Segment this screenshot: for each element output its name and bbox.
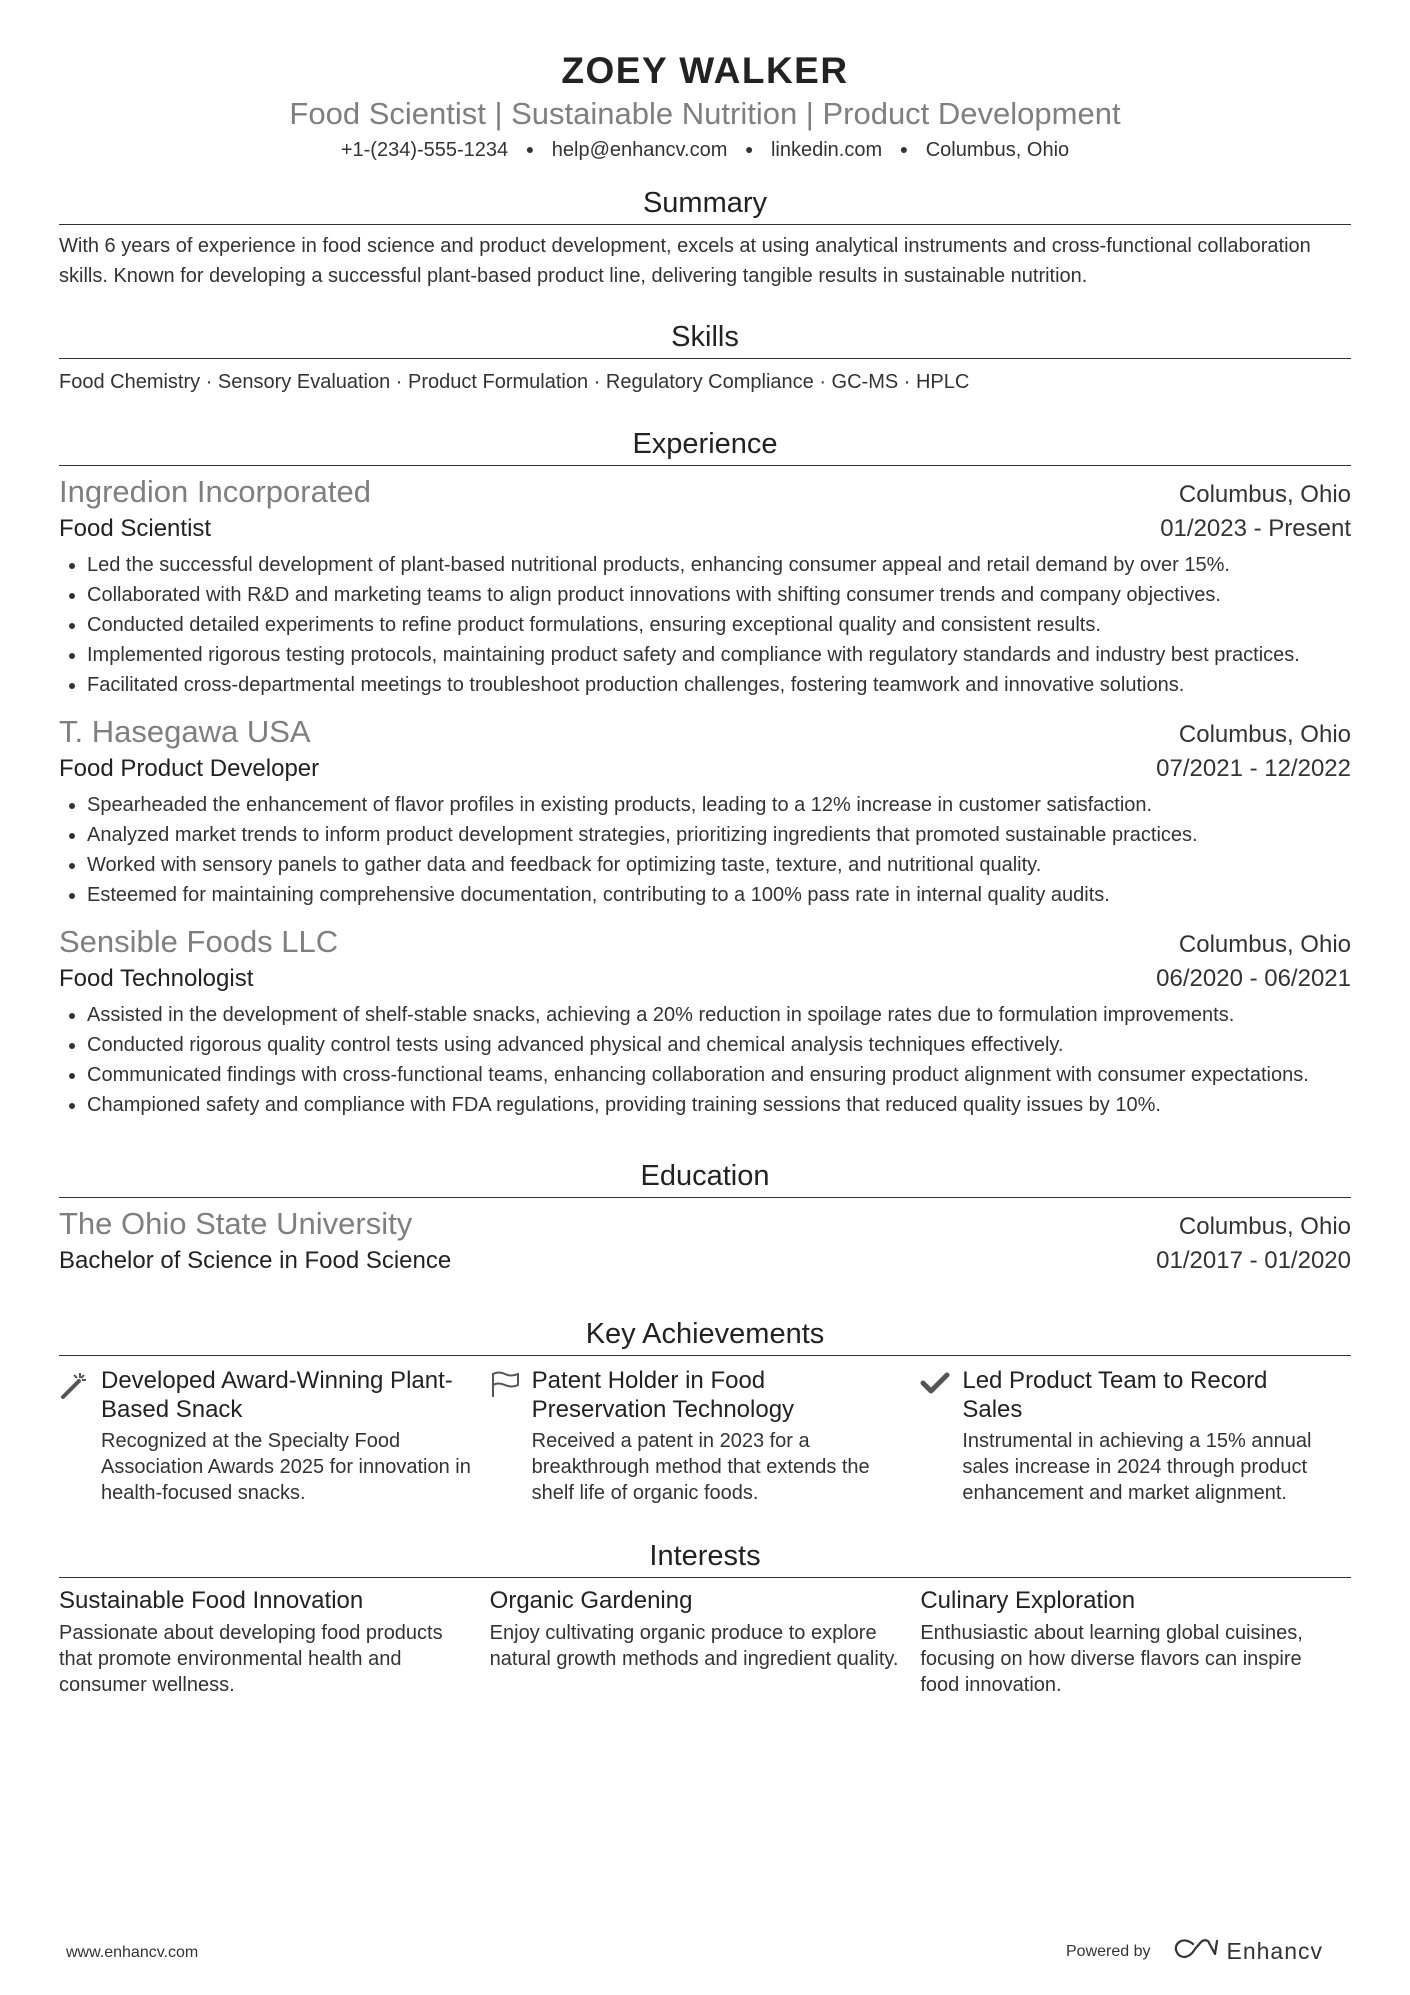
skills-list: Food Chemistry · Sensory Evaluation · Product Formulation · Regulatory Compliance · GC-MS · HPLC xyxy=(59,371,970,393)
achievement-item xyxy=(490,1366,921,1506)
achievements-row xyxy=(59,1366,1351,1506)
achievement-item xyxy=(59,1366,490,1506)
job-bullet: • Conducted detailed experiments to refine product formulations, ensuring exceptional quality and consistent results. xyxy=(87,610,1351,640)
interest-description: Passionate about developing food products that promote environmental health and consumer wellness. xyxy=(59,1622,443,1696)
interests-section xyxy=(59,1536,1351,1698)
footer-branding xyxy=(1066,1937,1323,1966)
entry-header xyxy=(59,473,1351,512)
achievements-section xyxy=(59,1314,1351,1506)
interest-item xyxy=(59,1584,490,1698)
school-name: The Ohio State University xyxy=(59,1206,413,1241)
job-bullet: • Led the successful development of plant-based nutritional products, enhancing consumer appeal and retail demand by over 15%. xyxy=(87,550,1351,580)
job-bullets xyxy=(59,790,1351,910)
interest-description: Enthusiastic about learning global cuisines, focusing on how diverse flavors can inspire food innovation. xyxy=(920,1622,1303,1696)
achievement-title: Led Product Team to Record Sales xyxy=(962,1367,1268,1423)
section-title-skills: Skills xyxy=(59,317,1351,359)
resume-header xyxy=(59,46,1351,165)
summary-section xyxy=(59,183,1351,291)
job-bullet: • Esteemed for maintaining comprehensive documentation, contributing to a 100% pass rate in internal quality audits. xyxy=(87,880,1351,910)
degree: Bachelor of Science in Food Science xyxy=(59,1247,452,1274)
interest-item xyxy=(920,1584,1351,1698)
job-bullets xyxy=(59,550,1351,700)
interests-row xyxy=(59,1584,1351,1698)
job-bullets xyxy=(59,1000,1351,1120)
achievement-description: Instrumental in achieving a 15% annual sales increase in 2024 through product enhancement and market alignment. xyxy=(962,1430,1312,1504)
achievement-body xyxy=(962,1366,1351,1506)
job-dates: 06/2020 - 06/2021 xyxy=(1156,965,1351,992)
entry-subheader xyxy=(59,962,1351,996)
achievement-title: Developed Award-Winning Plant-Based Snack xyxy=(101,1367,453,1423)
education-entry xyxy=(59,1205,1351,1278)
skills-section xyxy=(59,317,1351,397)
section-title-interests: Interests xyxy=(59,1536,1351,1578)
interest-title: Culinary Exploration xyxy=(920,1587,1136,1614)
experience-entry xyxy=(59,713,1351,910)
company-name: T. Hasegawa USA xyxy=(59,714,311,749)
summary-text: With 6 years of experience in food science and product development, excels at using analytical instruments and cross-functional collaboration skills. Known for developing a successful plant-based product line, delivering tangible results in sustainable nutrition. xyxy=(59,235,1311,287)
achievement-title: Patent Holder in Food Preservation Technology xyxy=(531,1367,795,1423)
enhancv-logo-icon xyxy=(1173,1937,1219,1966)
achievement-body xyxy=(532,1366,921,1506)
contact-linkedin[interactable]: linkedin.com xyxy=(770,139,883,161)
job-location: Columbus, Ohio xyxy=(1178,481,1351,508)
experience-entry xyxy=(59,473,1351,700)
footer-website[interactable]: www.enhancv.com xyxy=(66,1944,199,1961)
powered-by-label: Powered by xyxy=(1066,1942,1151,1960)
separator-dot: ● xyxy=(525,141,535,157)
job-dates: 01/2023 - Present xyxy=(1160,515,1351,542)
achievement-item xyxy=(920,1366,1351,1506)
section-title-experience: Experience xyxy=(59,424,1351,466)
candidate-name: ZOEY WALKER xyxy=(561,50,849,91)
job-bullet: • Championed safety and compliance with FDA regulations, providing training sessions that reduced quality issues by 10%. xyxy=(87,1090,1351,1120)
education-dates: 01/2017 - 01/2020 xyxy=(1156,1247,1351,1274)
contact-email[interactable]: help@enhancv.com xyxy=(551,139,728,161)
candidate-headline: Food Scientist | Sustainable Nutrition | Product Development xyxy=(289,96,1121,131)
job-bullet: • Assisted in the development of shelf-stable snacks, achieving a 20% reduction in spoilage rates due to formulation improvements. xyxy=(87,1000,1351,1030)
checkmark-icon xyxy=(920,1366,962,1506)
contact-phone: +1-(234)-555-1234 xyxy=(340,139,509,161)
magic-wand-icon xyxy=(59,1366,101,1506)
achievement-body xyxy=(101,1366,490,1506)
job-bullet: • Facilitated cross-departmental meetings to troubleshoot production challenges, fostering teamwork and innovative solutions. xyxy=(87,670,1351,700)
job-dates: 07/2021 - 12/2022 xyxy=(1156,755,1351,782)
job-bullet: • Communicated findings with cross-functional teams, enhancing collaboration and ensuring product alignment with consumer expectations. xyxy=(87,1060,1351,1090)
job-location: Columbus, Ohio xyxy=(1178,931,1351,958)
section-title-education: Education xyxy=(59,1156,1351,1198)
separator-dot: ● xyxy=(744,141,754,157)
job-bullet: • Analyzed market trends to inform product development strategies, prioritizing ingredients that promoted sustainable practices. xyxy=(87,820,1351,850)
achievement-description: Received a patent in 2023 for a breakthrough method that extends the shelf life of organic foods. xyxy=(531,1430,870,1504)
experience-section xyxy=(59,424,1351,1120)
resume-content xyxy=(59,46,1351,1698)
separator-dot: ● xyxy=(899,141,909,157)
job-bullet: • Spearheaded the enhancement of flavor profiles in existing products, leading to a 12% increase in customer satisfaction. xyxy=(87,790,1351,820)
entry-subheader xyxy=(59,1244,1351,1278)
experience-entry xyxy=(59,923,1351,1120)
interest-item xyxy=(490,1584,921,1698)
company-name: Sensible Foods LLC xyxy=(59,924,339,959)
job-location: Columbus, Ohio xyxy=(1178,721,1351,748)
section-title-achievements: Key Achievements xyxy=(59,1314,1351,1356)
company-name: Ingredion Incorporated xyxy=(59,474,371,509)
enhancv-brand[interactable]: Enhancv xyxy=(1226,1938,1324,1964)
section-title-summary: Summary xyxy=(59,183,1351,225)
entry-subheader xyxy=(59,752,1351,786)
job-bullet: • Collaborated with R&D and marketing teams to align product innovations with shifting consumer trends and company objectives. xyxy=(87,580,1351,610)
job-title: Food Product Developer xyxy=(59,755,320,782)
job-title: Food Scientist xyxy=(59,515,212,542)
entry-header xyxy=(59,1205,1351,1244)
achievement-description: Recognized at the Specialty Food Association Awards 2025 for innovation in health-focused snacks. xyxy=(101,1430,471,1504)
entry-header xyxy=(59,923,1351,962)
interest-description: Enjoy cultivating organic produce to explore natural growth methods and ingredient quality. xyxy=(489,1622,899,1670)
entry-subheader xyxy=(59,512,1351,546)
entry-header xyxy=(59,713,1351,752)
job-bullet: • Worked with sensory panels to gather data and feedback for optimizing taste, texture, and nutritional quality. xyxy=(87,850,1351,880)
interest-title: Organic Gardening xyxy=(489,1587,693,1614)
interest-title: Sustainable Food Innovation xyxy=(59,1587,364,1614)
job-bullet: • Implemented rigorous testing protocols, maintaining product safety and compliance with regulatory standards and industry best practices. xyxy=(87,640,1351,670)
contact-line xyxy=(59,134,1351,165)
education-section xyxy=(59,1156,1351,1278)
job-title: Food Technologist xyxy=(59,965,254,992)
flag-icon xyxy=(490,1366,532,1506)
school-location: Columbus, Ohio xyxy=(1178,1213,1351,1240)
contact-location: Columbus, Ohio xyxy=(925,139,1070,161)
job-bullet: • Conducted rigorous quality control tests using advanced physical and chemical analysis techniques effectively. xyxy=(87,1030,1351,1060)
